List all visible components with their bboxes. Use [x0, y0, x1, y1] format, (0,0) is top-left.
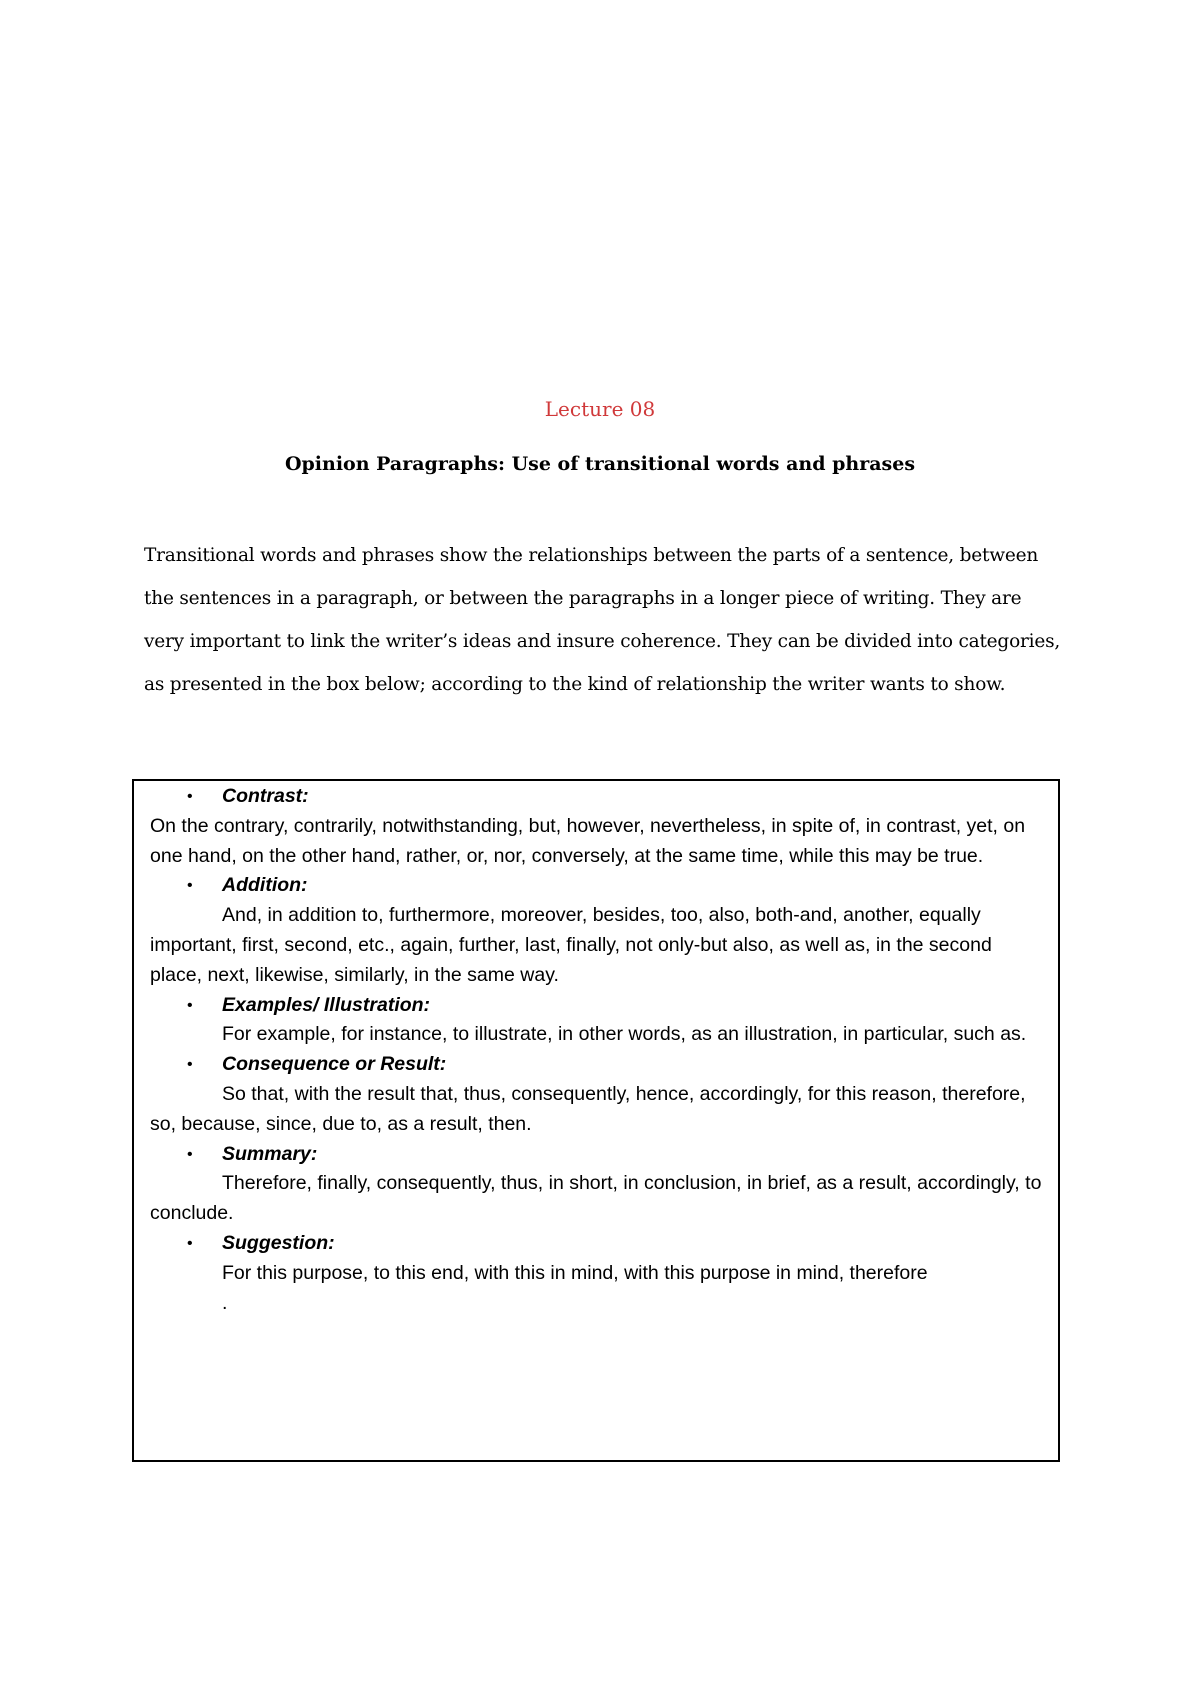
category-text: On the contrary, contrarily, notwithstanding, but, however, nevertheless, in spite of, in contrast, yet, on one hand, on the other hand, rather, or, nor, conversely, at the same time, while this may be true.	[150, 814, 1026, 867]
category-text: For example, for instance, to illustrate, in other words, as an illustration, in particular, such as.	[222, 1023, 1027, 1046]
category-label: Consequence or Result:	[222, 1053, 447, 1076]
bullet-icon: •	[187, 1234, 193, 1252]
category-consequence	[150, 1050, 1042, 1139]
category-suggestion	[150, 1229, 1042, 1318]
intro-paragraph: Transitional words and phrases show the relationships between the parts of a sentence, between the sentences in a paragraph, or between the paragraphs in a longer piece of writing. They are very important to link the writer’s ideas and insure coherence. They can be divided into categories, as presented in the box below; according to the kind of relationship the writer wants to show.	[144, 545, 1061, 695]
transitions-box	[132, 779, 1060, 1462]
page-title: Opinion Paragraphs: Use of transitional words and phrases	[284, 453, 916, 475]
bullet-icon: •	[187, 788, 193, 805]
category-label: Examples/ Illustration:	[222, 993, 431, 1016]
category-text: So that, with the result that, thus, consequently, hence, accordingly, for this reason, therefore, so, because, since, due to, as a result, then.	[150, 1082, 1026, 1135]
category-label: Suggestion:	[222, 1231, 335, 1254]
bullet-icon: •	[187, 996, 193, 1014]
category-label: Addition:	[222, 874, 308, 897]
bullet-icon: •	[187, 877, 193, 895]
category-contrast	[150, 782, 1042, 871]
category-text: For this purpose, to this end, with this in mind, with this purpose in mind, therefore	[222, 1261, 928, 1284]
category-text: Therefore, finally, consequently, thus, in short, in conclusion, in brief, as a result, accordingly, to conclude.	[150, 1172, 1042, 1225]
category-addition	[150, 871, 1042, 990]
category-text: And, in addition to, furthermore, moreover, besides, too, also, both-and, another, equally important, first, second, etc., again, further, last, finally, not only-but also, as well as, in the second place, next, likewise, similarly, in the same way.	[150, 904, 992, 986]
bullet-icon: •	[187, 1145, 193, 1163]
category-label: Summary:	[222, 1142, 318, 1165]
bullet-icon: •	[187, 1056, 193, 1074]
category-examples	[150, 991, 1042, 1051]
lecture-number: Lecture 08	[544, 397, 656, 421]
category-summary	[150, 1140, 1042, 1229]
category-label: Contrast:	[222, 785, 309, 807]
trailing-period: .	[222, 1291, 228, 1314]
